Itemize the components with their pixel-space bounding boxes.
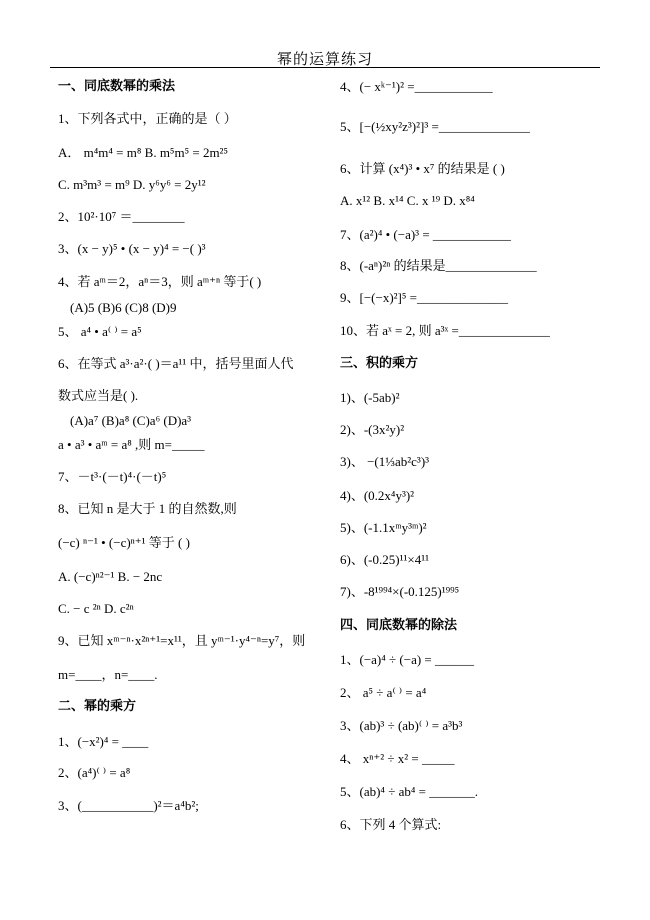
exercise-line: 1)、(-5ab)² xyxy=(340,390,400,405)
exercise-line: 5、[−(½xy²z³)²]³ =______________ xyxy=(340,119,530,134)
exercise-line: 9、已知 xᵐ⁻ⁿ·x²ⁿ⁺¹=x¹¹，且 yᵐ⁻¹·y⁴⁻ⁿ=y⁷，则 xyxy=(58,633,306,648)
exercise-line: 5)、(-1.1xᵐy³ᵐ)² xyxy=(340,520,427,535)
exercise-line: A． m⁴m⁴ = m⁸ B. m⁵m⁵ = 2m²⁵ xyxy=(58,145,228,160)
exercise-line: A. (−c)ⁿ²⁻¹ B. − 2nc xyxy=(58,569,163,584)
exercise-line: 3、(x − y)⁵ • (x − y)⁴ = −( )³ xyxy=(58,241,206,256)
exercise-line: 2、 a⁵ ÷ a⁽ ⁾ = a⁴ xyxy=(340,685,427,700)
exercise-line: 5、 a⁴ • a⁽ ⁾ = a⁵ xyxy=(58,324,142,339)
section-heading: 三、积的乘方 xyxy=(340,356,419,371)
exercise-line: a • a³ • aᵐ = a⁸ ,则 m=_____ xyxy=(58,437,205,452)
exercise-line: m=____，n=____. xyxy=(58,667,158,682)
exercise-line: A. x¹² B. x¹⁴ C. x ¹⁹ D. x⁸⁴ xyxy=(340,193,475,208)
exercise-line: 2、10²·10⁷ ＝________ xyxy=(58,209,185,224)
exercise-line: 8、已知 n 是大于 1 的自然数,则 xyxy=(58,501,237,516)
exercise-line: 4、 xⁿ⁺² ÷ x² = _____ xyxy=(340,751,455,766)
exercise-line: 1、(−x²)⁴ = ____ xyxy=(58,734,149,749)
exercise-line: 8、(-aⁿ)²ⁿ 的结果是______________ xyxy=(340,258,537,273)
section-heading: 四、同底数幂的除法 xyxy=(340,618,458,633)
exercise-line: 9、[−(−x)²]⁵ =______________ xyxy=(340,290,508,305)
exercise-line: 4、(− xᵏ⁻¹)² =____________ xyxy=(340,79,493,94)
exercise-line: 6、下列 4 个算式: xyxy=(340,817,442,832)
exercise-line: C. − c ²ⁿ D. c²ⁿ xyxy=(58,601,134,616)
exercise-line: (−c) ⁿ⁻¹ • (−c)ⁿ⁺¹ 等于 ( ) xyxy=(58,535,190,550)
exercise-line: 7)、-8¹⁹⁹⁴×(-0.125)¹⁹⁹⁵ xyxy=(340,584,460,599)
exercise-line: 6、在等式 a³·a²·( )＝a¹¹ 中，括号里面人代 xyxy=(58,356,294,371)
page-title: 幂的运算练习 xyxy=(276,52,373,68)
exercise-line: (A)5 (B)6 (C)8 (D)9 xyxy=(70,300,177,315)
exercise-line: 1、下列各式中，正确的是（ ） xyxy=(58,111,237,126)
exercise-line: 4、若 aᵐ＝2，aⁿ＝3，则 aᵐ⁺ⁿ 等于( ) xyxy=(58,274,262,289)
section-heading: 一、同底数幂的乘法 xyxy=(58,79,176,94)
exercise-line: 数式应当是( ). xyxy=(58,388,139,403)
exercise-line: 6、计算 (x⁴)³ • x⁷ 的结果是 ( ) xyxy=(340,161,505,176)
exercise-line: 7、(a²)⁴ • (−a)³ = ____________ xyxy=(340,227,511,242)
section-heading: 二、幂的乘方 xyxy=(58,699,137,714)
exercise-line: 6)、(-0.25)¹¹×4¹¹ xyxy=(340,552,429,567)
exercise-line: (A)a⁷ (B)a⁸ (C)a⁶ (D)a³ xyxy=(70,413,192,428)
exercise-line: 3)、 −(1⅓ab²c³)³ xyxy=(340,454,430,469)
exercise-line: 2)、-(3x²y)² xyxy=(340,422,405,437)
exercise-line: 2、(a⁴)⁽ ⁾ = a⁸ xyxy=(58,765,131,780)
exercise-line: 10、若 aˣ = 2, 则 a³ˣ =______________ xyxy=(340,323,550,338)
exercise-line: C. m³m³ = m⁹ D. y⁶y⁶ = 2y¹² xyxy=(58,177,206,192)
exercise-line: 3、(___________)²＝a⁴b²; xyxy=(58,798,199,813)
exercise-line: 1、(−a)⁴ ÷ (−a) = ______ xyxy=(340,652,475,667)
exercise-line: 7、－t³·(－t)⁴·(－t)⁵ xyxy=(58,469,167,484)
title-underline xyxy=(50,67,600,68)
exercise-line: 5、(ab)⁴ ÷ ab⁴ = _______. xyxy=(340,784,478,799)
exercise-line: 3、(ab)³ ÷ (ab)⁽ ⁾ = a³b³ xyxy=(340,718,463,733)
exercise-line: 4)、(0.2x⁴y³)² xyxy=(340,488,415,503)
